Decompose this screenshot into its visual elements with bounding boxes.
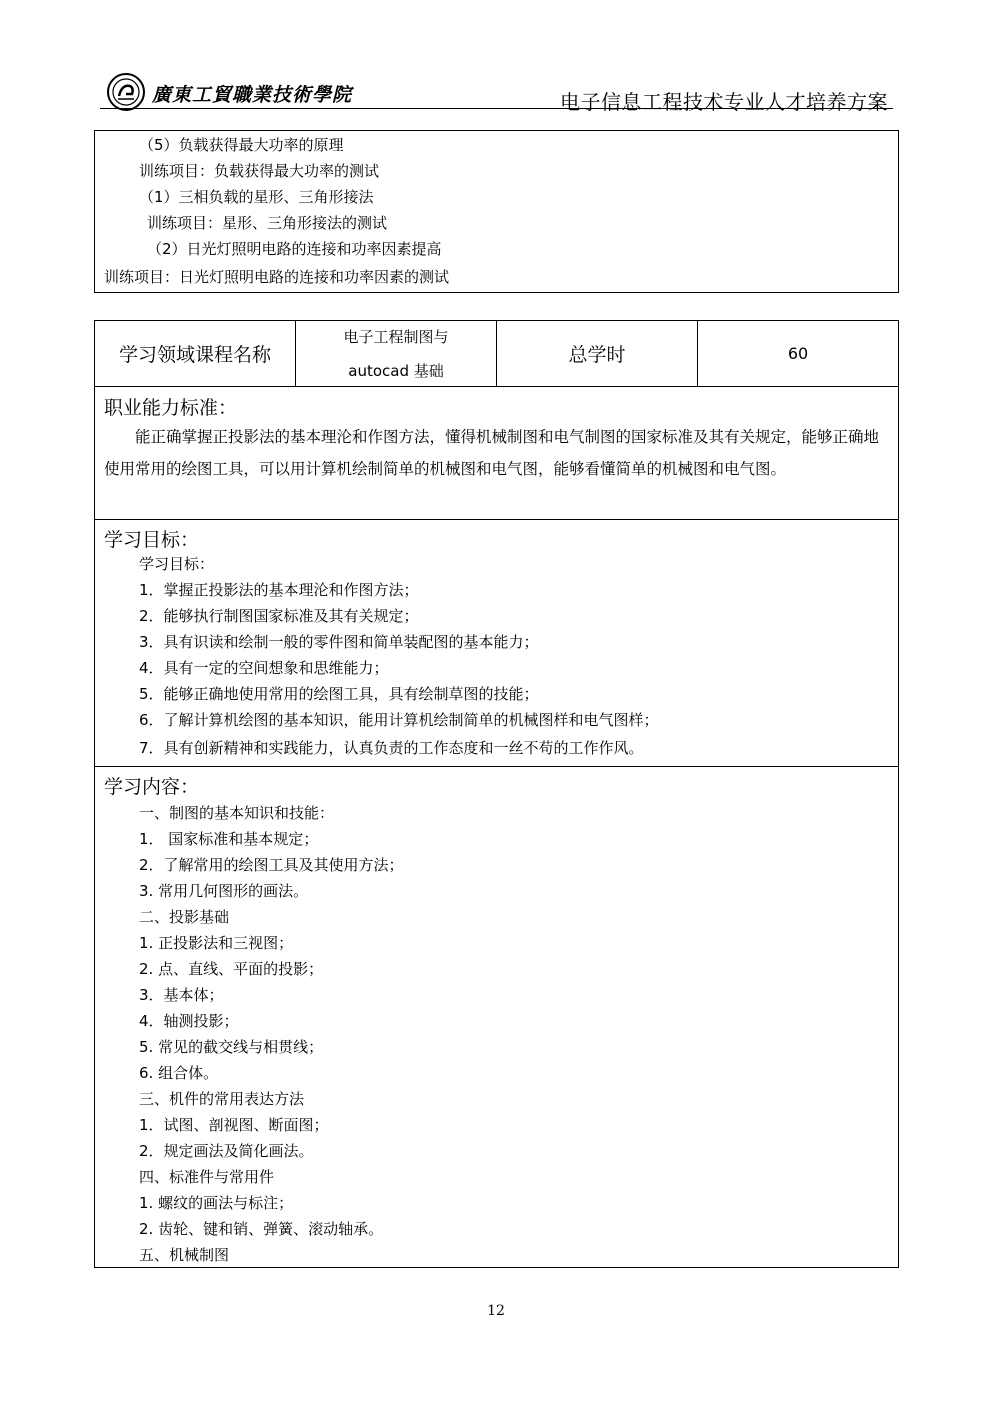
list-item: 2．了解常用的绘图工具及其使用方法；: [139, 856, 404, 874]
list-item: 1． 国家标准和基本规定；: [139, 830, 319, 848]
list-item: 3．基本体；: [139, 986, 224, 1004]
list-item: （5）负载获得最大功率的原理: [139, 136, 344, 154]
list-item: （2）日光灯照明电路的连接和功率因素提高: [147, 240, 442, 258]
list-item: 训练项目：日光灯照明电路的连接和功率因素的测试: [104, 268, 450, 286]
course-name-line1: 电子工程制图与: [343, 327, 449, 346]
document-title: 电子信息工程技术专业人才培养方案: [560, 90, 888, 114]
list-item: 1．试图、剖视图、断面图；: [139, 1116, 329, 1134]
page-number: 12: [487, 1303, 505, 1319]
list-item: 5．能够正确地使用常用的绘图工具，具有绘制草图的技能；: [139, 685, 539, 703]
list-item: 4．轴测投影；: [139, 1012, 239, 1030]
list-item: 2．规定画法及简化画法。: [139, 1142, 314, 1160]
list-item: 2. 齿轮、键和销、弹簧、滚动轴承。: [139, 1220, 384, 1238]
list-item: 训练项目：星形、三角形接法的测试: [147, 214, 388, 232]
list-item: 一、制图的基本知识和技能：: [139, 804, 335, 822]
competency-text: 能正确掌握正投影法的基本理沦和作图方法，懂得机械制图和电气制图的国家标准及其有关规定，能够正确地使用常用的绘图工具，可以用计算机绘制简单的机械图和电气图，能够看懂简单的机械图和电气图。: [104, 428, 880, 478]
list-item: 5. 常见的截交线与相贯线；: [139, 1038, 324, 1056]
course-name-line2: autocad 基础: [348, 361, 444, 380]
content-title: 学习内容：: [104, 776, 200, 798]
course-name-cell: [296, 321, 497, 386]
list-item: 4．具有一定的空间想象和思维能力；: [139, 659, 389, 677]
list-item: 3. 常用几何图形的画法。: [139, 882, 309, 900]
list-item: 6. 组合体。: [139, 1064, 219, 1082]
list-item: 训练项目：负载获得最大功率的测试: [139, 162, 380, 180]
school-name: 廣東工貿職業技術學院: [152, 84, 353, 106]
list-item: 6．了解计算机绘图的基本知识，能用计算机绘制简单的机械图样和电气图样；: [139, 711, 659, 729]
school-logo-icon: [106, 72, 146, 112]
course-name-label: 学习领域课程名称: [95, 321, 296, 386]
list-item: 2．能够执行制图国家标准及其有关规定；: [139, 607, 419, 625]
list-item: 三、机件的常用表达方法: [139, 1090, 305, 1108]
objectives-section: [95, 520, 898, 767]
list-item: 1. 正投影法和三视图；: [139, 934, 294, 952]
list-item: （1）三相负载的星形、三角形接法: [139, 188, 374, 206]
training-items-box: [94, 130, 899, 293]
list-item: 1．掌握正投影法的基本理沦和作图方法；: [139, 581, 419, 599]
list-item: 3．具有识读和绘制一般的零件图和简单装配图的基本能力；: [139, 633, 539, 651]
content-section: [95, 767, 898, 1267]
page-header: [0, 0, 992, 112]
list-item: 二、投影基础: [139, 908, 230, 926]
header-divider: [100, 108, 893, 109]
objectives-title: 学习目标：: [104, 529, 200, 551]
course-table: [94, 320, 899, 1268]
list-item: 四、标准件与常用件: [139, 1168, 275, 1186]
list-item: 2. 点、直线、平面的投影；: [139, 960, 324, 978]
total-hours-value: 60: [787, 344, 809, 363]
list-item: 1. 螺纹的画法与标注；: [139, 1194, 294, 1212]
total-hours-label: 总学时: [497, 321, 698, 386]
list-item: 7．具有创新精神和实践能力，认真负责的工作态度和一丝不苟的工作作风。: [139, 739, 644, 757]
list-item: 五、机械制图: [139, 1246, 230, 1264]
course-header-row: [95, 321, 898, 387]
competency-section: [95, 387, 898, 520]
list-item: 学习目标：: [139, 555, 215, 573]
competency-title: 职业能力标准：: [104, 397, 238, 419]
